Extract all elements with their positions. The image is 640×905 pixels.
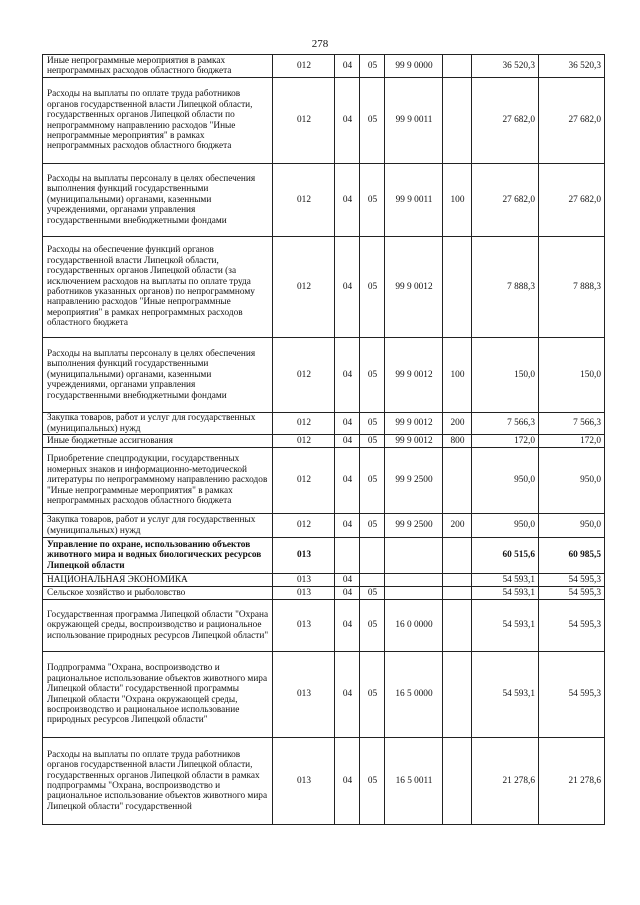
row-ved-cell: 013 bbox=[273, 600, 335, 652]
row-sum-2016-cell: 27 682,0 bbox=[472, 78, 539, 164]
row-name-cell: Управление по охране, использованию объектов животного мира и водных биологических ресурсов Липецкой области bbox=[43, 538, 273, 574]
row-sum-2016-cell: 36 520,3 bbox=[472, 55, 539, 78]
row-ved-cell: 012 bbox=[273, 435, 335, 448]
row-sum-2017-cell: 172,0 bbox=[539, 435, 605, 448]
row-pr-cell: 05 bbox=[360, 738, 385, 825]
row-vr-cell bbox=[443, 587, 472, 600]
row-csr-cell: 16 5 0000 bbox=[385, 652, 443, 738]
row-name-cell: Иные бюджетные ассигнования bbox=[43, 435, 273, 448]
row-vr-cell bbox=[443, 78, 472, 164]
page-number: 278 bbox=[311, 38, 329, 50]
table-row bbox=[43, 338, 605, 413]
row-name-cell: Закупка товаров, работ и услуг для государственных (муниципальных) нужд bbox=[43, 413, 273, 435]
table-row bbox=[43, 435, 605, 448]
row-sum-2017-cell: 60 985,5 bbox=[539, 538, 605, 574]
row-rz-cell: 04 bbox=[335, 448, 360, 514]
row-pr-cell: 05 bbox=[360, 164, 385, 237]
row-sum-2016-cell: 150,0 bbox=[472, 338, 539, 413]
row-rz-cell: 04 bbox=[335, 338, 360, 413]
row-pr-cell bbox=[360, 538, 385, 574]
row-vr-cell: 800 bbox=[443, 435, 472, 448]
row-sum-2017-cell: 150,0 bbox=[539, 338, 605, 413]
row-sum-2016-cell: 54 593,1 bbox=[472, 574, 539, 587]
row-sum-2016-cell: 54 593,1 bbox=[472, 587, 539, 600]
row-rz-cell: 04 bbox=[335, 652, 360, 738]
row-pr-cell: 05 bbox=[360, 413, 385, 435]
row-ved-cell: 012 bbox=[273, 338, 335, 413]
row-rz-cell: 04 bbox=[335, 435, 360, 448]
row-rz-cell: 04 bbox=[335, 600, 360, 652]
row-ved-cell: 013 bbox=[273, 738, 335, 825]
row-name-cell: Расходы на выплаты персоналу в целях обеспечения выполнения функций государственными (муниципальными) органами, казенными учреждениями, органами управления государственными внебюджетными фондами bbox=[43, 164, 273, 237]
table-row bbox=[43, 538, 605, 574]
row-sum-2017-cell: 21 278,6 bbox=[539, 738, 605, 825]
row-sum-2016-cell: 54 593,1 bbox=[472, 600, 539, 652]
row-rz-cell: 04 bbox=[335, 78, 360, 164]
table-row bbox=[43, 413, 605, 435]
table-row bbox=[43, 574, 605, 587]
row-csr-cell: 16 5 0011 bbox=[385, 738, 443, 825]
row-rz-cell: 04 bbox=[335, 413, 360, 435]
row-sum-2016-cell: 7 566,3 bbox=[472, 413, 539, 435]
row-sum-2017-cell: 54 595,3 bbox=[539, 587, 605, 600]
table-row bbox=[43, 738, 605, 825]
row-pr-cell: 05 bbox=[360, 514, 385, 538]
row-csr-cell: 99 9 2500 bbox=[385, 448, 443, 514]
row-sum-2017-cell: 950,0 bbox=[539, 514, 605, 538]
row-vr-cell bbox=[443, 738, 472, 825]
row-csr-cell: 99 9 0000 bbox=[385, 55, 443, 78]
row-ved-cell: 012 bbox=[273, 448, 335, 514]
row-sum-2017-cell: 950,0 bbox=[539, 448, 605, 514]
row-sum-2017-cell: 54 595,3 bbox=[539, 600, 605, 652]
row-rz-cell: 04 bbox=[335, 237, 360, 338]
row-ved-cell: 012 bbox=[273, 55, 335, 78]
row-sum-2017-cell: 7 888,3 bbox=[539, 237, 605, 338]
budget-table bbox=[42, 54, 605, 825]
row-sum-2016-cell: 27 682,0 bbox=[472, 164, 539, 237]
row-vr-cell bbox=[443, 448, 472, 514]
row-rz-cell: 04 bbox=[335, 574, 360, 587]
row-ved-cell: 013 bbox=[273, 538, 335, 574]
row-vr-cell bbox=[443, 600, 472, 652]
table-row bbox=[43, 448, 605, 514]
row-vr-cell: 200 bbox=[443, 514, 472, 538]
row-name-cell: Сельское хозяйство и рыболовство bbox=[43, 587, 273, 600]
row-name-cell: Подпрограмма "Охрана, воспроизводство и рациональное использование объектов животного мира Липецкой области" государственной программы Липецкой области "Охрана окружающей среды, воспроизводство и рациональное использование природных ресурсов Липецкой области" bbox=[43, 652, 273, 738]
row-ved-cell: 012 bbox=[273, 413, 335, 435]
row-ved-cell: 012 bbox=[273, 78, 335, 164]
row-vr-cell bbox=[443, 55, 472, 78]
row-vr-cell bbox=[443, 574, 472, 587]
row-rz-cell: 04 bbox=[335, 587, 360, 600]
table-row bbox=[43, 514, 605, 538]
row-pr-cell: 05 bbox=[360, 448, 385, 514]
row-name-cell: НАЦИОНАЛЬНАЯ ЭКОНОМИКА bbox=[43, 574, 273, 587]
row-csr-cell: 99 9 0012 bbox=[385, 237, 443, 338]
row-sum-2017-cell: 7 566,3 bbox=[539, 413, 605, 435]
row-pr-cell: 05 bbox=[360, 55, 385, 78]
table-row bbox=[43, 164, 605, 237]
row-csr-cell bbox=[385, 587, 443, 600]
row-rz-cell: 04 bbox=[335, 738, 360, 825]
row-csr-cell: 99 9 0012 bbox=[385, 338, 443, 413]
row-vr-cell: 100 bbox=[443, 338, 472, 413]
row-sum-2017-cell: 54 595,3 bbox=[539, 652, 605, 738]
row-name-cell: Расходы на выплаты персоналу в целях обеспечения выполнения функций государственными (муниципальными) органами, казенными учреждениями, органами управления государственными внебюджетными фондами bbox=[43, 338, 273, 413]
row-csr-cell: 99 9 2500 bbox=[385, 514, 443, 538]
row-vr-cell bbox=[443, 652, 472, 738]
row-vr-cell: 100 bbox=[443, 164, 472, 237]
row-sum-2017-cell: 27 682,0 bbox=[539, 78, 605, 164]
table-row bbox=[43, 78, 605, 164]
row-sum-2016-cell: 950,0 bbox=[472, 448, 539, 514]
row-name-cell: Расходы на выплаты по оплате труда работников органов государственной власти Липецкой области, государственных органов Липецкой области в рамках подпрограммы "Охрана, воспроизводство и рациональное использование объектов животного мира Липецкой области" государственной bbox=[43, 738, 273, 825]
row-pr-cell: 05 bbox=[360, 435, 385, 448]
row-name-cell: Иные непрограммные мероприятия в рамках непрограммных расходов областного бюджета bbox=[43, 55, 273, 78]
row-pr-cell: 05 bbox=[360, 587, 385, 600]
table-row bbox=[43, 237, 605, 338]
row-name-cell: Государственная программа Липецкой области "Охрана окружающей среды, воспроизводство и рациональное использование природных ресурсов Липецкой области" bbox=[43, 600, 273, 652]
row-sum-2016-cell: 21 278,6 bbox=[472, 738, 539, 825]
row-csr-cell: 16 0 0000 bbox=[385, 600, 443, 652]
row-pr-cell: 05 bbox=[360, 338, 385, 413]
row-vr-cell bbox=[443, 538, 472, 574]
row-sum-2016-cell: 950,0 bbox=[472, 514, 539, 538]
row-ved-cell: 012 bbox=[273, 514, 335, 538]
row-sum-2017-cell: 36 520,3 bbox=[539, 55, 605, 78]
table-row bbox=[43, 55, 605, 78]
row-pr-cell: 05 bbox=[360, 652, 385, 738]
row-ved-cell: 013 bbox=[273, 652, 335, 738]
row-name-cell: Расходы на обеспечение функций органов государственной власти Липецкой области, государственных органов Липецкой области (за исключением расходов на выплаты по оплате труда работников указанных органов) по непрограммному направлению расходов "Иные непрограммные мероприятия" в рамках непрограммных расходов областного бюджета bbox=[43, 237, 273, 338]
row-name-cell: Приобретение спецпродукции, государственных номерных знаков и информационно-методической литературы по непрограммному направлению расходов "Иные непрограммные мероприятия" в рамках непрограммных расходов областного бюджета bbox=[43, 448, 273, 514]
row-sum-2017-cell: 54 595,3 bbox=[539, 574, 605, 587]
row-sum-2017-cell: 27 682,0 bbox=[539, 164, 605, 237]
row-pr-cell bbox=[360, 574, 385, 587]
row-pr-cell: 05 bbox=[360, 600, 385, 652]
row-vr-cell: 200 bbox=[443, 413, 472, 435]
row-pr-cell: 05 bbox=[360, 78, 385, 164]
row-rz-cell: 04 bbox=[335, 55, 360, 78]
row-csr-cell: 99 9 0011 bbox=[385, 164, 443, 237]
row-vr-cell bbox=[443, 237, 472, 338]
row-ved-cell: 012 bbox=[273, 164, 335, 237]
row-rz-cell: 04 bbox=[335, 514, 360, 538]
row-csr-cell bbox=[385, 538, 443, 574]
row-ved-cell: 013 bbox=[273, 574, 335, 587]
row-ved-cell: 012 bbox=[273, 237, 335, 338]
row-rz-cell bbox=[335, 538, 360, 574]
row-rz-cell: 04 bbox=[335, 164, 360, 237]
row-csr-cell bbox=[385, 574, 443, 587]
row-ved-cell: 013 bbox=[273, 587, 335, 600]
row-sum-2016-cell: 172,0 bbox=[472, 435, 539, 448]
row-sum-2016-cell: 54 593,1 bbox=[472, 652, 539, 738]
table-body bbox=[43, 55, 605, 825]
row-csr-cell: 99 9 0012 bbox=[385, 413, 443, 435]
row-sum-2016-cell: 7 888,3 bbox=[472, 237, 539, 338]
table-row bbox=[43, 587, 605, 600]
row-name-cell: Закупка товаров, работ и услуг для государственных (муниципальных) нужд bbox=[43, 514, 273, 538]
table-row bbox=[43, 600, 605, 652]
row-csr-cell: 99 9 0012 bbox=[385, 435, 443, 448]
table-row bbox=[43, 652, 605, 738]
row-name-cell: Расходы на выплаты по оплате труда работников органов государственной власти Липецкой области, государственных органов Липецкой области по непрограммному направлению расходов "Иные непрограммные мероприятия" в рамках непрограммных расходов областного бюджета bbox=[43, 78, 273, 164]
row-sum-2016-cell: 60 515,6 bbox=[472, 538, 539, 574]
row-csr-cell: 99 9 0011 bbox=[385, 78, 443, 164]
row-pr-cell: 05 bbox=[360, 237, 385, 338]
